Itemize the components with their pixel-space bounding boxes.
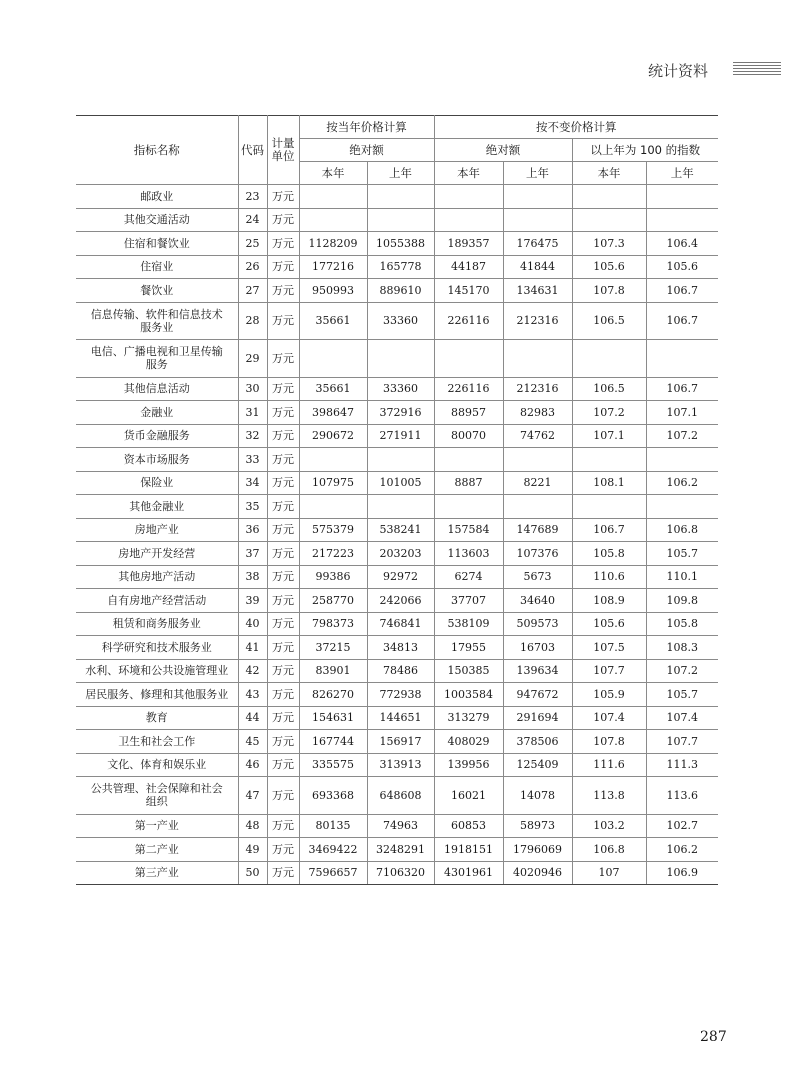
code-cell: 23 xyxy=(238,185,267,209)
index-this-year-cell: 107.4 xyxy=(572,706,646,730)
index-this-year-cell: 111.6 xyxy=(572,753,646,777)
header-absolute-current: 绝对额 xyxy=(299,139,434,162)
unit-cell: 万元 xyxy=(267,730,299,754)
unit-cell: 万元 xyxy=(267,753,299,777)
constant-last-year-cell: 14078 xyxy=(503,777,572,815)
constant-this-year-cell: 1918151 xyxy=(434,838,503,862)
constant-this-year-cell: 37707 xyxy=(434,589,503,613)
constant-this-year-cell: 17955 xyxy=(434,636,503,660)
current-last-year-cell: 101005 xyxy=(367,471,434,495)
table-body xyxy=(76,185,718,885)
indicator-name-cell: 第一产业 xyxy=(76,814,238,838)
index-last-year-cell: 107.7 xyxy=(646,730,718,754)
constant-last-year-cell xyxy=(503,185,572,209)
indicator-name-cell: 公共管理、社会保障和社会组织 xyxy=(76,777,238,815)
current-this-year-cell xyxy=(299,495,367,519)
table-row xyxy=(76,185,718,209)
unit-cell: 万元 xyxy=(267,255,299,279)
current-this-year-cell: 290672 xyxy=(299,424,367,448)
index-last-year-cell xyxy=(646,185,718,209)
unit-cell: 万元 xyxy=(267,683,299,707)
constant-this-year-cell xyxy=(434,340,503,378)
current-this-year-cell: 83901 xyxy=(299,659,367,683)
constant-last-year-cell: 41844 xyxy=(503,255,572,279)
index-last-year-cell: 107.2 xyxy=(646,424,718,448)
header-current-price: 按当年价格计算 xyxy=(299,116,434,139)
table-row xyxy=(76,612,718,636)
indicator-name-cell: 电信、广播电视和卫星传输服务 xyxy=(76,340,238,378)
indicator-name-cell: 房地产业 xyxy=(76,518,238,542)
current-last-year-cell xyxy=(367,495,434,519)
current-last-year-cell: 144651 xyxy=(367,706,434,730)
indicator-name-cell: 卫生和社会工作 xyxy=(76,730,238,754)
unit-cell: 万元 xyxy=(267,777,299,815)
current-this-year-cell: 167744 xyxy=(299,730,367,754)
current-this-year-cell: 35661 xyxy=(299,377,367,401)
header-last-year: 上年 xyxy=(646,162,718,185)
unit-cell: 万元 xyxy=(267,377,299,401)
index-this-year-cell: 106.7 xyxy=(572,518,646,542)
code-cell: 29 xyxy=(238,340,267,378)
index-last-year-cell: 108.3 xyxy=(646,636,718,660)
current-this-year-cell: 80135 xyxy=(299,814,367,838)
current-this-year-cell: 258770 xyxy=(299,589,367,613)
code-cell: 31 xyxy=(238,401,267,425)
table-row xyxy=(76,340,718,378)
indicator-name-cell: 居民服务、修理和其他服务业 xyxy=(76,683,238,707)
code-cell: 42 xyxy=(238,659,267,683)
index-this-year-cell: 107.1 xyxy=(572,424,646,448)
table-row xyxy=(76,683,718,707)
current-last-year-cell: 203203 xyxy=(367,542,434,566)
current-last-year-cell: 7106320 xyxy=(367,861,434,885)
table-row xyxy=(76,706,718,730)
current-this-year-cell: 37215 xyxy=(299,636,367,660)
index-last-year-cell: 105.6 xyxy=(646,255,718,279)
current-this-year-cell xyxy=(299,340,367,378)
constant-last-year-cell: 1796069 xyxy=(503,838,572,862)
indicator-name-cell: 教育 xyxy=(76,706,238,730)
code-cell: 44 xyxy=(238,706,267,730)
code-cell: 46 xyxy=(238,753,267,777)
indicator-name-cell: 住宿和餐饮业 xyxy=(76,232,238,256)
table-row xyxy=(76,730,718,754)
constant-last-year-cell: 378506 xyxy=(503,730,572,754)
constant-last-year-cell: 212316 xyxy=(503,302,572,340)
index-last-year-cell: 113.6 xyxy=(646,777,718,815)
index-last-year-cell: 106.7 xyxy=(646,377,718,401)
code-cell: 27 xyxy=(238,279,267,303)
constant-last-year-cell: 16703 xyxy=(503,636,572,660)
index-last-year-cell: 105.7 xyxy=(646,683,718,707)
code-cell: 41 xyxy=(238,636,267,660)
index-last-year-cell xyxy=(646,340,718,378)
current-this-year-cell: 398647 xyxy=(299,401,367,425)
constant-last-year-cell xyxy=(503,340,572,378)
indicator-name-cell: 保险业 xyxy=(76,471,238,495)
header-indicator-name: 指标名称 xyxy=(76,116,238,185)
index-this-year-cell xyxy=(572,448,646,472)
indicator-name-cell: 邮政业 xyxy=(76,185,238,209)
code-cell: 39 xyxy=(238,589,267,613)
current-this-year-cell xyxy=(299,448,367,472)
constant-last-year-cell: 74762 xyxy=(503,424,572,448)
unit-cell: 万元 xyxy=(267,589,299,613)
index-this-year-cell: 106.5 xyxy=(572,302,646,340)
indicator-name-cell: 科学研究和技术服务业 xyxy=(76,636,238,660)
code-cell: 24 xyxy=(238,208,267,232)
code-cell: 40 xyxy=(238,612,267,636)
constant-last-year-cell xyxy=(503,208,572,232)
current-last-year-cell xyxy=(367,448,434,472)
current-last-year-cell: 165778 xyxy=(367,255,434,279)
index-last-year-cell: 106.8 xyxy=(646,518,718,542)
code-cell: 25 xyxy=(238,232,267,256)
current-this-year-cell xyxy=(299,208,367,232)
unit-cell: 万元 xyxy=(267,814,299,838)
code-cell: 49 xyxy=(238,838,267,862)
constant-this-year-cell: 145170 xyxy=(434,279,503,303)
header-last-year: 上年 xyxy=(503,162,572,185)
constant-this-year-cell xyxy=(434,208,503,232)
indicator-name-cell: 其他信息活动 xyxy=(76,377,238,401)
index-this-year-cell xyxy=(572,495,646,519)
current-this-year-cell: 154631 xyxy=(299,706,367,730)
constant-last-year-cell: 107376 xyxy=(503,542,572,566)
current-this-year-cell: 693368 xyxy=(299,777,367,815)
unit-cell: 万元 xyxy=(267,861,299,885)
constant-this-year-cell: 80070 xyxy=(434,424,503,448)
constant-last-year-cell: 212316 xyxy=(503,377,572,401)
constant-last-year-cell xyxy=(503,448,572,472)
code-cell: 32 xyxy=(238,424,267,448)
constant-last-year-cell: 5673 xyxy=(503,565,572,589)
indicator-name-cell: 住宿业 xyxy=(76,255,238,279)
constant-this-year-cell: 60853 xyxy=(434,814,503,838)
table-row xyxy=(76,279,718,303)
constant-this-year-cell: 6274 xyxy=(434,565,503,589)
current-last-year-cell: 538241 xyxy=(367,518,434,542)
table-row xyxy=(76,377,718,401)
indicator-name-cell: 租赁和商务服务业 xyxy=(76,612,238,636)
index-this-year-cell: 107.2 xyxy=(572,401,646,425)
constant-this-year-cell: 4301961 xyxy=(434,861,503,885)
code-cell: 30 xyxy=(238,377,267,401)
unit-cell: 万元 xyxy=(267,659,299,683)
constant-last-year-cell: 509573 xyxy=(503,612,572,636)
unit-cell: 万元 xyxy=(267,448,299,472)
table-row xyxy=(76,518,718,542)
constant-this-year-cell xyxy=(434,185,503,209)
constant-last-year-cell: 291694 xyxy=(503,706,572,730)
indicator-name-cell: 房地产开发经营 xyxy=(76,542,238,566)
current-last-year-cell: 92972 xyxy=(367,565,434,589)
index-this-year-cell: 106.8 xyxy=(572,838,646,862)
constant-this-year-cell: 113603 xyxy=(434,542,503,566)
index-last-year-cell: 105.7 xyxy=(646,542,718,566)
code-cell: 37 xyxy=(238,542,267,566)
page-number: 287 xyxy=(700,1029,727,1045)
table-row xyxy=(76,495,718,519)
code-cell: 47 xyxy=(238,777,267,815)
index-last-year-cell: 106.7 xyxy=(646,279,718,303)
index-last-year-cell: 106.4 xyxy=(646,232,718,256)
indicator-name-cell: 其他房地产活动 xyxy=(76,565,238,589)
index-this-year-cell: 107.3 xyxy=(572,232,646,256)
index-this-year-cell: 113.8 xyxy=(572,777,646,815)
code-cell: 33 xyxy=(238,448,267,472)
unit-cell: 万元 xyxy=(267,518,299,542)
header-index: 以上年为 100 的指数 xyxy=(572,139,718,162)
code-cell: 26 xyxy=(238,255,267,279)
index-last-year-cell: 111.3 xyxy=(646,753,718,777)
current-last-year-cell: 1055388 xyxy=(367,232,434,256)
header-decoration-lines xyxy=(733,62,781,78)
indicator-name-cell: 自有房地产经营活动 xyxy=(76,589,238,613)
index-this-year-cell: 107.5 xyxy=(572,636,646,660)
index-this-year-cell xyxy=(572,208,646,232)
current-this-year-cell: 1128209 xyxy=(299,232,367,256)
index-last-year-cell: 110.1 xyxy=(646,565,718,589)
code-cell: 45 xyxy=(238,730,267,754)
header-this-year: 本年 xyxy=(299,162,367,185)
current-last-year-cell: 648608 xyxy=(367,777,434,815)
table-row xyxy=(76,861,718,885)
index-this-year-cell: 108.9 xyxy=(572,589,646,613)
indicator-name-cell: 其他交通活动 xyxy=(76,208,238,232)
table-row xyxy=(76,838,718,862)
table-row xyxy=(76,659,718,683)
index-last-year-cell: 102.7 xyxy=(646,814,718,838)
current-this-year-cell: 826270 xyxy=(299,683,367,707)
indicator-name-cell: 第三产业 xyxy=(76,861,238,885)
current-last-year-cell xyxy=(367,208,434,232)
current-this-year-cell: 798373 xyxy=(299,612,367,636)
code-cell: 35 xyxy=(238,495,267,519)
current-this-year-cell: 575379 xyxy=(299,518,367,542)
current-this-year-cell: 107975 xyxy=(299,471,367,495)
table-row xyxy=(76,542,718,566)
header-constant-price: 按不变价格计算 xyxy=(434,116,718,139)
index-last-year-cell: 106.7 xyxy=(646,302,718,340)
header-last-year: 上年 xyxy=(367,162,434,185)
index-this-year-cell xyxy=(572,340,646,378)
index-this-year-cell: 105.6 xyxy=(572,612,646,636)
constant-last-year-cell: 58973 xyxy=(503,814,572,838)
index-this-year-cell: 106.5 xyxy=(572,377,646,401)
constant-last-year-cell: 82983 xyxy=(503,401,572,425)
indicator-name-cell: 其他金融业 xyxy=(76,495,238,519)
constant-this-year-cell xyxy=(434,448,503,472)
index-this-year-cell: 107.7 xyxy=(572,659,646,683)
current-last-year-cell: 74963 xyxy=(367,814,434,838)
current-last-year-cell: 271911 xyxy=(367,424,434,448)
unit-cell: 万元 xyxy=(267,612,299,636)
table-row xyxy=(76,777,718,815)
index-last-year-cell: 107.2 xyxy=(646,659,718,683)
table-row xyxy=(76,814,718,838)
current-last-year-cell: 372916 xyxy=(367,401,434,425)
table-row xyxy=(76,565,718,589)
constant-last-year-cell: 8221 xyxy=(503,471,572,495)
index-last-year-cell: 106.2 xyxy=(646,471,718,495)
index-this-year-cell: 107.8 xyxy=(572,279,646,303)
constant-last-year-cell: 4020946 xyxy=(503,861,572,885)
constant-last-year-cell: 947672 xyxy=(503,683,572,707)
unit-cell: 万元 xyxy=(267,542,299,566)
current-last-year-cell: 78486 xyxy=(367,659,434,683)
constant-last-year-cell: 147689 xyxy=(503,518,572,542)
index-this-year-cell: 107 xyxy=(572,861,646,885)
constant-this-year-cell: 139956 xyxy=(434,753,503,777)
statistics-table xyxy=(76,115,718,885)
index-this-year-cell: 105.8 xyxy=(572,542,646,566)
index-this-year-cell: 103.2 xyxy=(572,814,646,838)
index-last-year-cell: 109.8 xyxy=(646,589,718,613)
index-this-year-cell xyxy=(572,185,646,209)
constant-last-year-cell: 34640 xyxy=(503,589,572,613)
unit-cell: 万元 xyxy=(267,232,299,256)
unit-cell: 万元 xyxy=(267,279,299,303)
constant-this-year-cell: 189357 xyxy=(434,232,503,256)
unit-cell: 万元 xyxy=(267,636,299,660)
constant-this-year-cell: 44187 xyxy=(434,255,503,279)
indicator-name-cell: 金融业 xyxy=(76,401,238,425)
constant-this-year-cell: 88957 xyxy=(434,401,503,425)
code-cell: 38 xyxy=(238,565,267,589)
constant-last-year-cell: 139634 xyxy=(503,659,572,683)
header-absolute-constant: 绝对额 xyxy=(434,139,572,162)
indicator-name-cell: 信息传输、软件和信息技术服务业 xyxy=(76,302,238,340)
index-last-year-cell: 106.9 xyxy=(646,861,718,885)
code-cell: 34 xyxy=(238,471,267,495)
table-row xyxy=(76,401,718,425)
indicator-name-cell: 餐饮业 xyxy=(76,279,238,303)
unit-cell: 万元 xyxy=(267,838,299,862)
current-this-year-cell: 335575 xyxy=(299,753,367,777)
table-row xyxy=(76,208,718,232)
current-this-year-cell: 950993 xyxy=(299,279,367,303)
index-this-year-cell: 105.9 xyxy=(572,683,646,707)
index-last-year-cell xyxy=(646,448,718,472)
constant-last-year-cell: 125409 xyxy=(503,753,572,777)
header-unit: 计量单位 xyxy=(267,116,299,185)
constant-this-year-cell: 1003584 xyxy=(434,683,503,707)
table-row xyxy=(76,589,718,613)
current-last-year-cell: 746841 xyxy=(367,612,434,636)
constant-this-year-cell: 157584 xyxy=(434,518,503,542)
constant-last-year-cell: 176475 xyxy=(503,232,572,256)
constant-this-year-cell: 226116 xyxy=(434,302,503,340)
current-last-year-cell: 242066 xyxy=(367,589,434,613)
current-this-year-cell: 35661 xyxy=(299,302,367,340)
index-last-year-cell: 106.2 xyxy=(646,838,718,862)
code-cell: 36 xyxy=(238,518,267,542)
current-last-year-cell xyxy=(367,185,434,209)
index-last-year-cell xyxy=(646,208,718,232)
unit-cell: 万元 xyxy=(267,302,299,340)
constant-this-year-cell: 538109 xyxy=(434,612,503,636)
constant-this-year-cell: 16021 xyxy=(434,777,503,815)
index-last-year-cell xyxy=(646,495,718,519)
current-this-year-cell: 177216 xyxy=(299,255,367,279)
current-this-year-cell: 7596657 xyxy=(299,861,367,885)
index-this-year-cell: 110.6 xyxy=(572,565,646,589)
indicator-name-cell: 文化、体育和娱乐业 xyxy=(76,753,238,777)
unit-cell: 万元 xyxy=(267,495,299,519)
unit-cell: 万元 xyxy=(267,706,299,730)
running-header-title: 统计资料 xyxy=(648,62,709,80)
indicator-name-cell: 资本市场服务 xyxy=(76,448,238,472)
table-row xyxy=(76,753,718,777)
unit-cell: 万元 xyxy=(267,185,299,209)
indicator-name-cell: 货币金融服务 xyxy=(76,424,238,448)
constant-this-year-cell: 226116 xyxy=(434,377,503,401)
current-last-year-cell: 33360 xyxy=(367,302,434,340)
current-last-year-cell: 33360 xyxy=(367,377,434,401)
index-last-year-cell: 105.8 xyxy=(646,612,718,636)
code-cell: 50 xyxy=(238,861,267,885)
index-this-year-cell: 105.6 xyxy=(572,255,646,279)
unit-cell: 万元 xyxy=(267,401,299,425)
index-last-year-cell: 107.1 xyxy=(646,401,718,425)
current-last-year-cell xyxy=(367,340,434,378)
constant-this-year-cell: 408029 xyxy=(434,730,503,754)
unit-cell: 万元 xyxy=(267,208,299,232)
current-this-year-cell: 217223 xyxy=(299,542,367,566)
index-this-year-cell: 107.8 xyxy=(572,730,646,754)
table-row xyxy=(76,636,718,660)
header-code: 代码 xyxy=(238,116,267,185)
constant-last-year-cell: 134631 xyxy=(503,279,572,303)
indicator-name-cell: 第二产业 xyxy=(76,838,238,862)
unit-cell: 万元 xyxy=(267,471,299,495)
table-row xyxy=(76,448,718,472)
constant-this-year-cell: 313279 xyxy=(434,706,503,730)
code-cell: 43 xyxy=(238,683,267,707)
index-this-year-cell: 108.1 xyxy=(572,471,646,495)
current-last-year-cell: 3248291 xyxy=(367,838,434,862)
current-last-year-cell: 156917 xyxy=(367,730,434,754)
table-row xyxy=(76,232,718,256)
current-last-year-cell: 313913 xyxy=(367,753,434,777)
unit-cell: 万元 xyxy=(267,424,299,448)
indicator-name-cell: 水利、环境和公共设施管理业 xyxy=(76,659,238,683)
table-row xyxy=(76,255,718,279)
constant-this-year-cell: 150385 xyxy=(434,659,503,683)
header-this-year: 本年 xyxy=(572,162,646,185)
constant-this-year-cell: 8887 xyxy=(434,471,503,495)
header-this-year: 本年 xyxy=(434,162,503,185)
table-row xyxy=(76,424,718,448)
unit-cell: 万元 xyxy=(267,565,299,589)
constant-this-year-cell xyxy=(434,495,503,519)
constant-last-year-cell xyxy=(503,495,572,519)
current-last-year-cell: 889610 xyxy=(367,279,434,303)
current-this-year-cell xyxy=(299,185,367,209)
table-row xyxy=(76,302,718,340)
current-last-year-cell: 772938 xyxy=(367,683,434,707)
current-this-year-cell: 99386 xyxy=(299,565,367,589)
table-row xyxy=(76,471,718,495)
current-last-year-cell: 34813 xyxy=(367,636,434,660)
unit-cell: 万元 xyxy=(267,340,299,378)
code-cell: 28 xyxy=(238,302,267,340)
current-this-year-cell: 3469422 xyxy=(299,838,367,862)
code-cell: 48 xyxy=(238,814,267,838)
index-last-year-cell: 107.4 xyxy=(646,706,718,730)
